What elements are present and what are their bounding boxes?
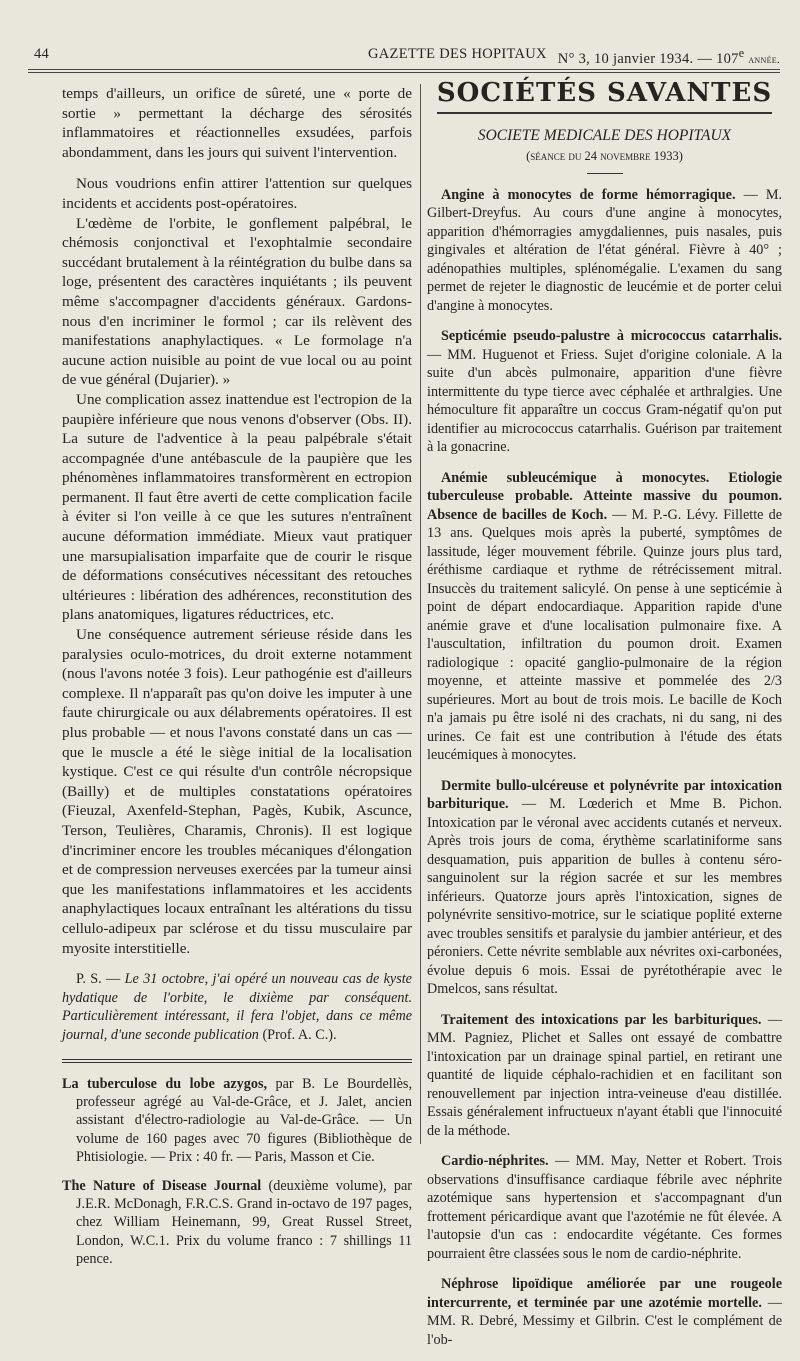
article-text-5: — MM. Pagniez, Plichet et Salles ont essayé de combattre l'intoxication par un drainage spinal partiel, en retirant une quantité de liquide céphalo-rachidien et en facilitant son renouvellement par injection intra-veineuse d'eau distillée. Essais généralement infructueux n'ayant établi que l'innocuité de la méthode. (427, 1011, 783, 1139)
postscript-signature: (Prof. A. C.). (258, 1026, 337, 1043)
article-text-6: — MM. May, Netter et Robert. Trois observations d'insuffisance cardiaque fébrile avec néphrite azotémique sans hypertension et s'accompagnant d'un frottement péricardique avant que l'azotémie ne fût élevée. A l'autopsie d'un cas : endocardite végétante. Ces formes pourraient être classées sous le nom de cardio-néphrite. (427, 1153, 782, 1262)
left-column (62, 84, 412, 1279)
society-name: SOCIETE MEDICALE DES HOPITAUX (477, 126, 732, 144)
article-1 (427, 186, 782, 316)
page-header (28, 44, 780, 68)
article-text-2: — MM. Huguenot et Friess. Sujet d'origine coloniale. A la suite d'un abcès pulmonaire, apparition d'une fièvre intermittente du type tierce avec céphalée et arthralgies. Une hémoculture fit apparaître un coccus Gram-négatif qu'on put identifier au micrococcus catarrhalis. Guérison par traitement à la gonacrine. (427, 346, 782, 456)
article-3 (427, 469, 782, 765)
paragraph-1: temps d'ailleurs, un orifice de sûreté, une « porte de sortie » permettant la décharge des sérosités inflammatoires et réactionnelles exsudées, parfois abondamment, dans les jours qui suivent l'intervention. (62, 85, 412, 161)
issue-superscript: e (738, 46, 745, 60)
article-text-4: — M. Lœderich et Mme B. Pichon. Intoxication par le véronal avec accidents cutanés et nerveux. Après trois jours de coma, érythème scarlatiniforme sans desquamation, puis apparition de bulles à contenu séro-sanguinolent sur la région sacrée et sur les membres inférieurs. Quatorze jours après l'intoxication, signes de polynévrite sensitivo-motrice, sur le sciatique poplité externe avec troubles sensitifs et paralysie du jambier antérieur, et des péroniers. Cette névrite semblable aux névrites oxi-carbonées, évolue depuis 6 mois. Essai de pyrétothérapie avec le Dmelcos, sans résultat. (427, 796, 782, 998)
article-text-7: — MM. R. Debré, Messimy et Gilbrin. C'est le complément de l'ob- (427, 1294, 782, 1348)
book-notice-1 (62, 1075, 412, 1167)
article-5 (427, 1011, 782, 1141)
article-2 (427, 327, 782, 457)
book-title-1: La tuberculose du lobe azygos, (62, 1075, 268, 1092)
article-title-1: Angine à monocytes de forme hémorragique. (441, 186, 736, 203)
book-text-2: (deuxième volume), par J.E.R. McDonagh, F.R.C.S. Grand in-octavo de 197 pages, chez William Heinemann, 99, Great Russel Street, London, W.C.1. Prix du volume franco : 7 shillings 11 pence. (76, 1177, 412, 1268)
column-separator (420, 84, 421, 1144)
book-title-2: The Nature of Disease Journal (62, 1177, 262, 1194)
article-title-3: Anémie subleucémique à monocytes. Etiologie tuberculeuse probable. Atteinte massive du poumon. Absence de bacilles de Koch. (427, 469, 782, 523)
article-6 (427, 1152, 782, 1263)
header-rule (28, 69, 780, 70)
postscript-lead: P. S. — (76, 971, 125, 988)
paragraph-5: Une conséquence autrement sérieuse réside dans les paralysies oculo-motrices, du droit externe notamment (nous l'avons notée 3 fois). Leur pathogénie est d'ailleurs complexe. Il n'apparaît pas qu'on doive les imputer à une faute chirurgicale ou aux délabrements opératoires. Il est plus probable — et nous l'avons constaté dans un cas — que le muscle a été le siège initial de la localisation kystique. C'est ce qui résulte d'un contrôle nécropsique (Bailly) et de multiples constatations opératoires (Fieuzal, Axenfeld-Stephan, Pagès, Kubik, Ascunce, Terson, Teulières, Charamis, Chronis). Il est logique d'incriminer encore les troubles mécaniques d'élongation et de compression nerveuses exercées par la tumeur ainsi que les manifestations inflammatoires et les accidents anaphylactiques locaux entraînant les altérations du tissu cellulo-adipeux par sclérose et du tissu musculaire par myosite interstitielle. (62, 626, 412, 957)
right-column (427, 78, 783, 1361)
paragraph-2: Nous voudrions enfin attirer l'attention sur quelques incidents et accidents post-opératoires. (62, 175, 412, 212)
short-rule (587, 173, 623, 174)
section-title-rule (437, 112, 772, 114)
page-number: 44 (34, 46, 50, 62)
paragraph-4: Une complication assez inattendue est l'ectropion de la paupière inférieure que nous venons d'observer (Obs. II). La suture de l'adventice à la peau palpébrale s'était accompagnée d'une antébascule de la paupière que les phénomènes inflammatoires transformèrent en ectropion permanent. Il faut être averti de cette complication facile à éviter si l'on veille à ce que les sutures n'entraînent aucune déformation immédiate. Mieux vaut pratiquer une marsupialisation imparfaite que de courir le risque de déformations consécutives nécessitant des retouches ultérieures : libération des adhérences, reconstitution des plans anatomiques, ligatures réductrices, etc. (62, 390, 412, 624)
postscript (62, 970, 412, 1044)
header-rule-second (28, 72, 780, 73)
journal-name: GAZETTE DES HOPITAUX (368, 46, 547, 62)
book-notice-2 (62, 1177, 412, 1269)
article-text-1: — M. Gilbert-Dreyfus. Au cours d'une angine à monocytes, apparition d'hémorragies amygdaliennes, puis nasales, puis gingivales et altération de l'état général. Fièvre à 40° ; adénopathies multiples, splénomégalie. L'examen du sang permet de rejeter le diagnostic de leucémie et de porter celui d'angine à monocytes. (427, 186, 782, 314)
book-text-1: par B. Le Bourdellès, professeur agrégé au Val-de-Grâce, et J. Jalet, ancien assistant d'électro-radiologie au Val-de-Grâce. — Un volume de 160 pages avec 70 figures (Bibliothèque de Phtisiologie. — Prix : 40 fr. — Paris, Masson et Cie. (76, 1075, 413, 1166)
article-7 (427, 1275, 782, 1349)
issue-number: N° 3, 10 janvier 1934. — 107 (557, 50, 739, 67)
postscript-text: Le 31 octobre, j'ai opéré un nouveau cas de kyste hydatique de l'orbite, le dixième par conséquent. Particulièrement intéressant, il fera l'objet, dans ce même journal, d'une seconde publication (62, 971, 412, 1043)
issue-info (558, 46, 780, 68)
article-title-6: Cardio-néphrites. (441, 1153, 549, 1170)
article-title-5: Traitement des intoxications par les barbituriques. (441, 1011, 762, 1028)
issue-year-label: année. (748, 53, 780, 66)
article-title-7: Néphrose lipoïdique améliorée par une rougeole intercurrente, et terminée par une azotémie mortelle. (427, 1276, 782, 1311)
article-text-3: — M. P.-G. Lévy. Fillette de 13 ans. Quelques mois après la puberté, symptômes de lassitude, léger mouvement fébrile. Quinze jours plus tard, éréthisme cardiaque et rythme de rétrécissement mitral. Insuccès du traitement salicylé. On pense à une septicémie à point de départ endocardiaque. Apparition rapide d'une anémie grave et d'une localisation pulmonaire fixe. A l'auscultation, infiltration du poumon droit. Examen radiologique : opacité ganglio-pulmonaire de la région moyenne, et atteinte massive et pommelée des 2/3 supérieures. Mort au bout de trois mois. Le bacille de Koch n'a jamais pu être isolé ni des crachats, ni du sang, ni des urines. Ce fait est une contribution à l'étude des états leucémiques à monocytes. (427, 506, 782, 764)
article-title-4: Dermite bullo-ulcéreuse et polynévrite par intoxication barbiturique. (427, 777, 782, 813)
section-title: SOCIÉTÉS SAVANTES (436, 78, 773, 108)
section-divider (62, 1059, 412, 1063)
article-title-2: Septicémie pseudo-palustre à micrococcus catarrhalis. (441, 328, 782, 345)
article-4 (427, 777, 782, 999)
session-date: (séance du 24 novembre 1933) (526, 149, 683, 164)
paragraph-3: L'œdème de l'orbite, le gonflement palpébral, le chémosis conjonctival et l'exophtalmie secondaire succédant brutalement à la réintégration du bulbe dans sa loge, présentent des caractères inquiétants ; ils peuvent même s'accompagner d'accidents généraux. Gardons-nous d'en incriminer le formol ; car ils relèvent des manifestations anaphylactiques. « Le formolage n'a aucune action nuisible au point de vue local ou au point de vue général (Dujarier). » (62, 214, 412, 389)
